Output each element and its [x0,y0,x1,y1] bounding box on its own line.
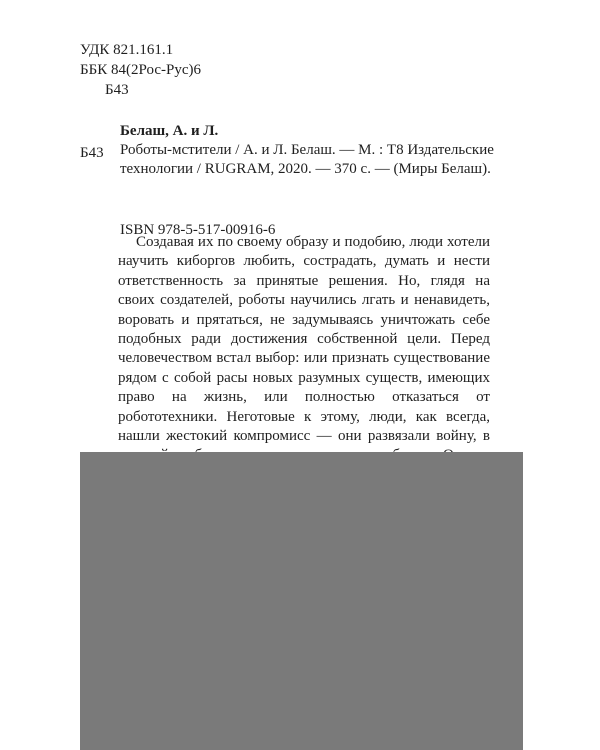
author-sign: Б43 [105,82,129,98]
bibliographic-record [80,122,520,179]
bbk-code: ББК 84(2Рос-Рус)6 [80,62,201,78]
udk-code: УДК 821.161.1 [80,42,174,58]
classification-block [80,40,201,100]
annotation-text: Создавая их по своему образу и подобию, люди хотели научить киборгов любить, сострадать, думать и нести ответственность за принятые решения. Но, глядя на своих создателей, роботы научились лгать и ненавидеть, воровать и прятаться, не задумываясь уничтожать себе подобных ради достижения собственной цели. Перед человечеством встал выбор: или признать существование рядом с собой расы новых разумных существ, имеющих право на жизнь, или полностью отказаться от робототехники. Неготовые к этому, люди, как всегда, нашли жестокий компромисс — они развязали войну, в [118,234,490,445]
redaction-block [80,452,523,750]
record-heading: Белаш, А. и Л. [120,123,219,139]
record-description: Роботы-мстители / А. и Л. Белаш. — М. : Т8 Издательские технологии / RUGRAM, 2020. — 370 с. — (Миры Белаш). [120,142,494,177]
isbn: ISBN 978-5-517-00916-6 [120,222,276,238]
record-author-sign: Б43 [80,145,104,161]
